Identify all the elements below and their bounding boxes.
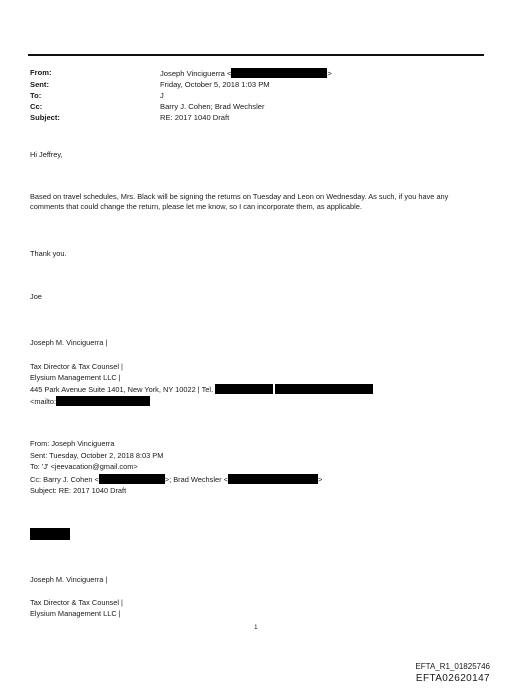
redaction-block [215,384,273,394]
quoted-to: To: 'J' <jeevacation@gmail.com> [30,462,138,471]
redaction-block [56,396,150,406]
quoted-cc: Cc: Barry J. Cohen < >; Brad Wechsler < > [30,475,323,484]
signature-address: 445 Park Avenue Suite 1401, New York, NY 10022 | Tel. [30,384,373,395]
cc-value: Barry J. Cohen; Brad Wechsler [160,102,265,111]
signature-title: Tax Director & Tax Counsel | [30,362,123,371]
header-rule [28,54,484,56]
greeting: Hi Jeffrey, [30,150,63,159]
signature2-title: Tax Director & Tax Counsel | [30,598,123,607]
redaction-block [30,528,70,540]
to-label: To: [30,91,42,100]
sent-value: Friday, October 5, 2018 1:03 PM [160,80,270,89]
quoted-sent: Sent: Tuesday, October 2, 2018 8:03 PM [30,451,164,460]
signature-name: Joseph M. Vinciguerra | [30,338,108,347]
footer-id-secondary: EFTA02620147 [415,673,490,684]
signature-mailto: <mailto: [30,396,150,407]
sent-label: Sent: [30,80,49,89]
cc-label: Cc: [30,102,43,111]
subject-value: RE: 2017 1040 Draft [160,113,230,122]
redaction-block [99,474,165,484]
quoted-from: From: Joseph Vinciguerra [30,439,115,448]
from-value: Joseph Vinciguerra < > [160,69,332,78]
signature2-company: Elysium Management LLC | [30,609,121,618]
body-paragraph: Based on travel schedules, Mrs. Black will be signing the returns on Tuesday and Leon on Wednesday. As such, if you have any comments that could change the return, please let me know, so I can incorporate them, as applicable. [30,192,449,211]
redaction-block [275,384,373,394]
subject-label: Subject: [30,113,60,122]
quoted-subject: Subject: RE: 2017 1040 Draft [30,486,127,495]
signoff: Joe [30,292,42,301]
redaction-block [228,474,318,484]
signature-company: Elysium Management LLC | [30,373,121,382]
signature2-name: Joseph M. Vinciguerra | [30,575,108,584]
page-number: 1 [254,624,258,631]
from-label: From: [30,68,52,77]
thanks-line: Thank you. [30,249,67,258]
to-value: J [160,91,164,100]
footer-id-primary: EFTA_R1_01825746 [415,662,490,671]
redaction-block [231,68,327,78]
